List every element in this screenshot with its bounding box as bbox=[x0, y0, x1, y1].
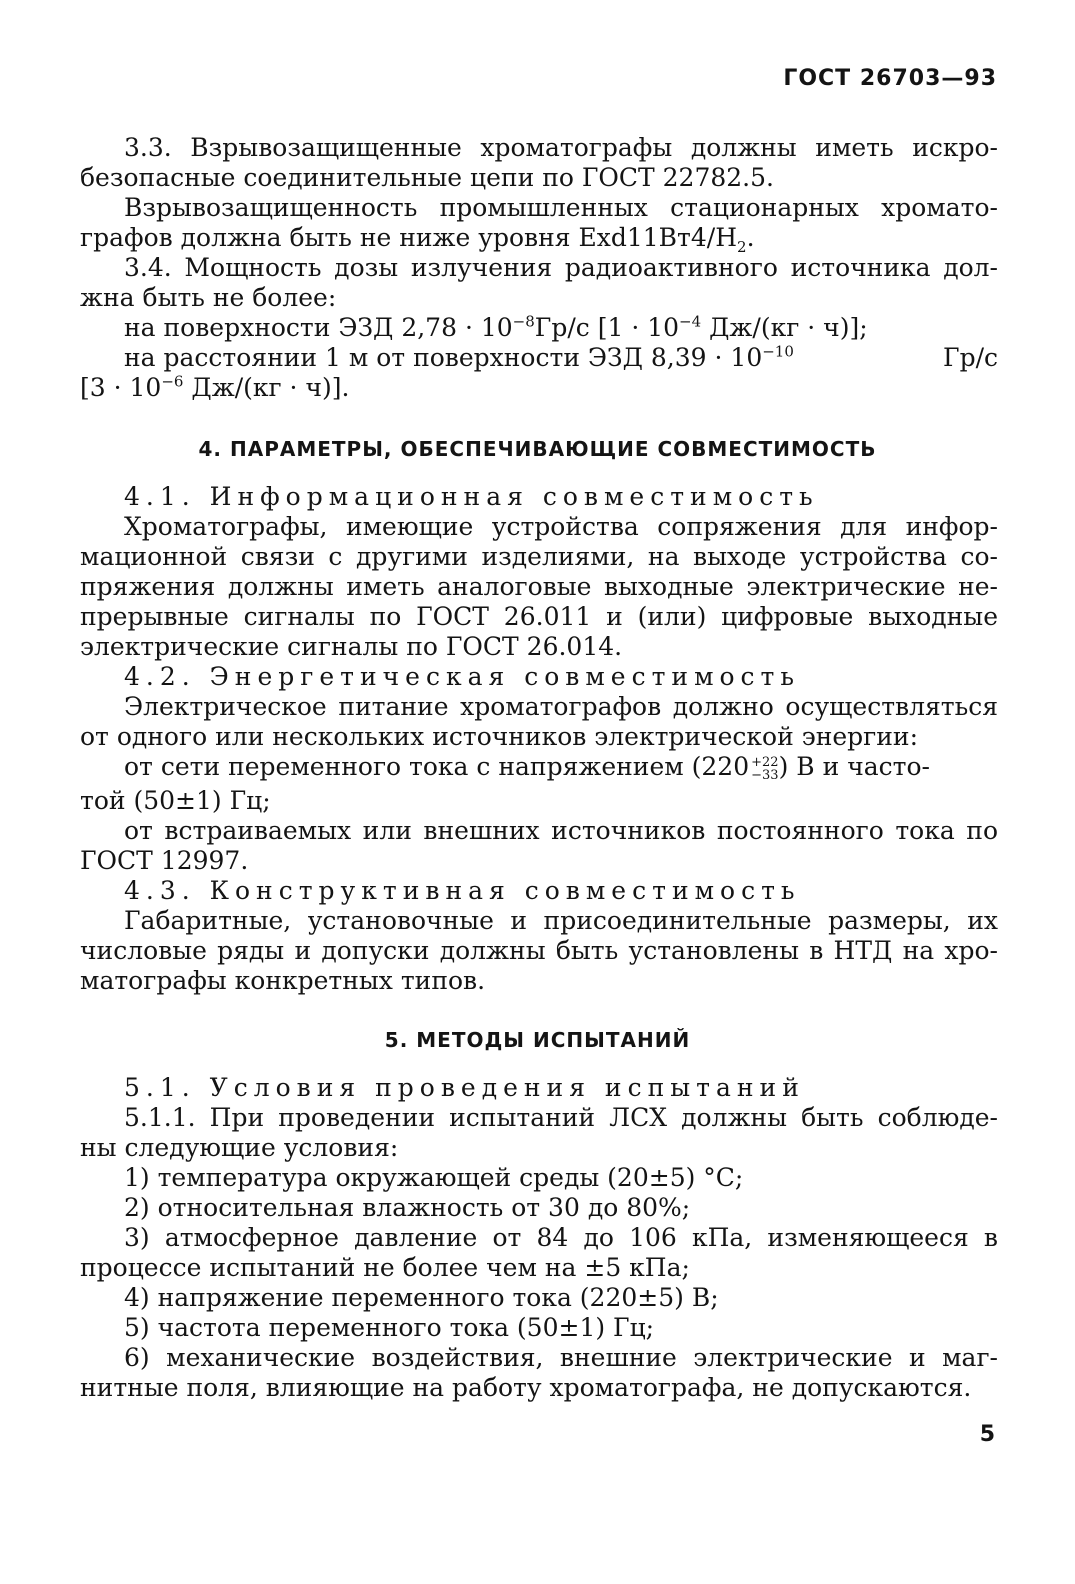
subsection-title: 4.2. Энергетическая совместимость bbox=[124, 662, 801, 691]
text-line: процессе испытаний не более чем на ±5 кПа; bbox=[80, 1253, 690, 1282]
list-item: 4) напряжение переменного тока (220±5) В; bbox=[124, 1283, 719, 1312]
list-item: 3) атмосферное давление от 84 до 106 кПа, изменяющееся в bbox=[124, 1223, 998, 1252]
text-line: ГОСТ 12997. bbox=[80, 846, 249, 875]
text-line: той (50±1) Гц; bbox=[80, 786, 271, 815]
text-line: числовые ряды и допуски должны быть установлены в НТД на хро- bbox=[80, 936, 998, 965]
text-line: мационной связи с другими изделиями, на выходе устройства со- bbox=[80, 542, 998, 571]
text-line: нитные поля, влияющие на работу хроматографа, не допускаются. bbox=[80, 1373, 972, 1402]
section-heading: 5. МЕТОДЫ ИСПЫТАНИЙ bbox=[384, 1028, 691, 1052]
text-line: на расстоянии 1 м от поверхности ЭЗД $8,39 \cdot 10^{-10}$ Гр/с bbox=[124, 342, 998, 372]
text-line: жна быть не более: bbox=[80, 283, 337, 312]
text-line: [$3 \cdot 10^{-6}$ Дж/(кг · ч)]. bbox=[80, 372, 350, 402]
text-line: графов должна быть не ниже уровня $Exd11Вт4/H_2$. bbox=[80, 223, 755, 256]
text-line: 3.4. Мощность дозы излучения радиоактивного источника дол- bbox=[124, 253, 998, 282]
text-line: Электрическое питание хроматографов должно осуществляться bbox=[124, 692, 998, 721]
text-line: от одного или нескольких источников электрической энергии: bbox=[80, 722, 919, 751]
document-code-header: ГОСТ 26703—93 bbox=[783, 66, 997, 91]
section-heading: 4. ПАРАМЕТРЫ, ОБЕСПЕЧИВАЮЩИЕ СОВМЕСТИМОСТЬ bbox=[198, 437, 877, 461]
subsection-title: 4.3. Конструктивная совместимость bbox=[124, 876, 801, 905]
subsection-title: 5.1. Условия проведения испытаний bbox=[124, 1073, 805, 1102]
subsection-title: 4.1. Информационная совместимость bbox=[124, 482, 819, 511]
text-line: матографы конкретных типов. bbox=[80, 966, 486, 995]
page-number: 5 bbox=[979, 1422, 995, 1447]
text-line: на поверхности ЭЗД $2,78 \cdot 10^{-8}Гр/с$ [$1 \cdot 10^{-4}$ Дж/(кг · ч)]; bbox=[124, 312, 868, 342]
text-line: Хроматографы, имеющие устройства сопряжения для инфор- bbox=[124, 512, 998, 541]
text-line: Габаритные, установочные и присоединительные размеры, их bbox=[124, 906, 998, 935]
tolerance-fraction: +22 −33 bbox=[751, 754, 779, 783]
text-line: ны следующие условия: bbox=[80, 1133, 399, 1162]
text-line: 5.1.1. При проведении испытаний ЛСХ должны быть соблюде- bbox=[124, 1103, 998, 1132]
text-line: Взрывозащищенность промышленных стационарных хромато- bbox=[124, 193, 998, 222]
list-item: 6) механические воздействия, внешние электрические и маг- bbox=[124, 1343, 998, 1372]
text-line: от встраиваемых или внешних источников постоянного тока по bbox=[124, 816, 998, 845]
text-line: пряжения должны иметь аналоговые выходные электрические не- bbox=[80, 572, 998, 601]
text-line: 3.3. Взрывозащищенные хроматографы должны иметь искро- bbox=[124, 133, 998, 162]
list-item: 2) относительная влажность от 30 до 80%; bbox=[124, 1193, 691, 1222]
text-line: безопасные соединительные цепи по ГОСТ 22782.5. bbox=[80, 163, 774, 192]
text-line: прерывные сигналы по ГОСТ 26.011 и (или) цифровые выходные bbox=[80, 602, 998, 631]
text-line: электрические сигналы по ГОСТ 26.014. bbox=[80, 632, 623, 661]
text-line: от сети переменного тока с напряжением (220 +22 −33 ) В и часто- bbox=[124, 752, 930, 783]
list-item: 1) температура окружающей среды (20±5) °С; bbox=[124, 1163, 744, 1192]
list-item: 5) частота переменного тока (50±1) Гц; bbox=[124, 1313, 655, 1342]
